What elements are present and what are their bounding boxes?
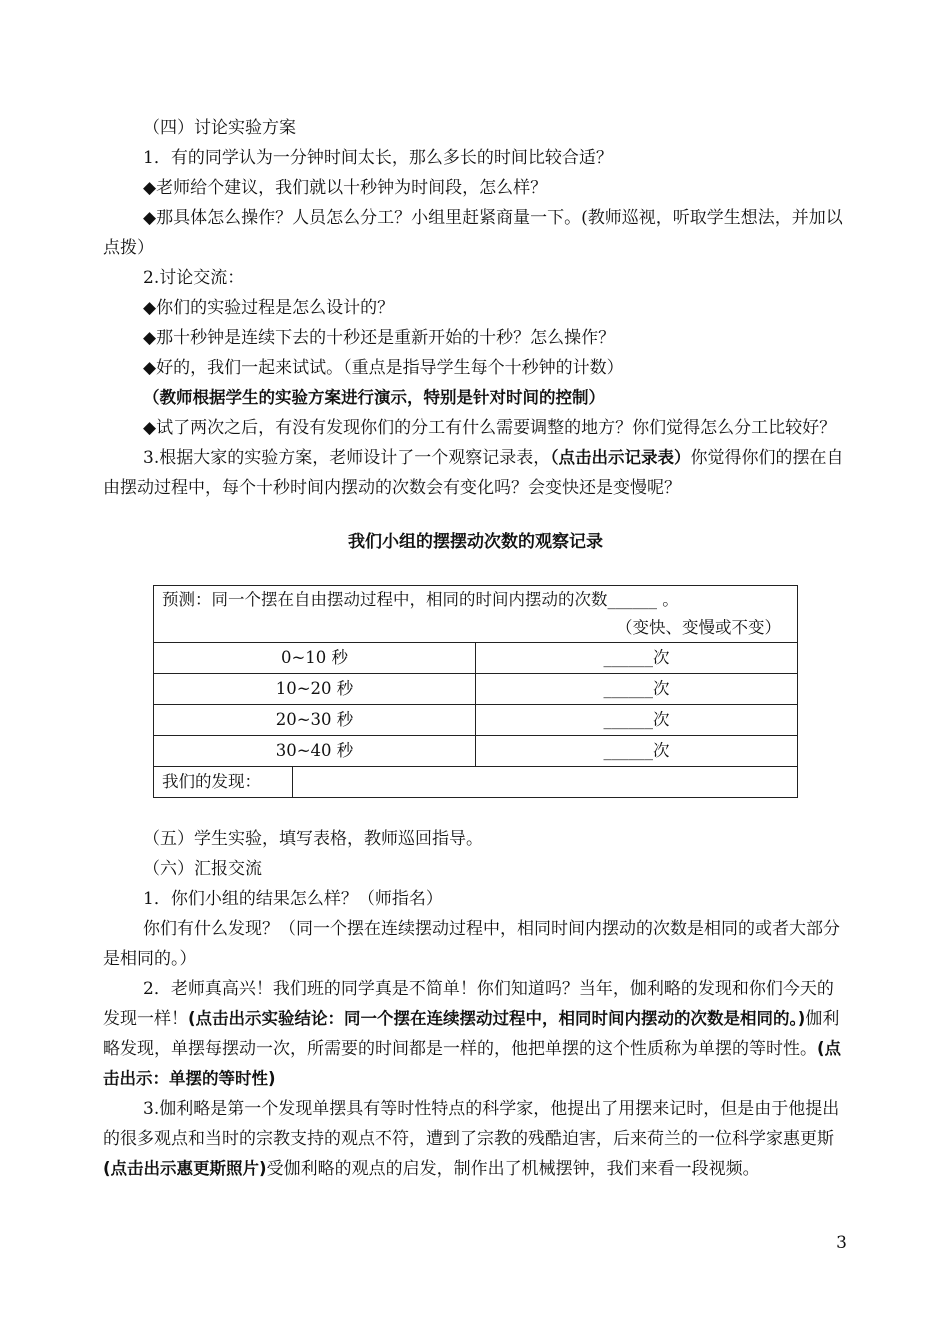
- report-p2: 你们有什么发现？（同一个摆在连续摆动过程中，相同时间内摆动的次数是相同的或者大部分是相同的。）: [103, 919, 840, 969]
- teacher-note: （教师根据学生的实验方案进行演示，特别是针对时间的控制）: [143, 388, 605, 407]
- question-3-text-b: 你觉得你们的摆在自由摆动过程中，每个十秒时间内摆动的次数会有变化吗？会变快还是变慢呢？: [103, 448, 844, 498]
- report-p4-text-b: 受伽利略的观点的启发，制作出了机械摆钟，我们来看一段视频。: [266, 1159, 760, 1179]
- time-label: 10~20 秒: [154, 674, 476, 705]
- prediction-text: 预测：同一个摆在自由摆动过程中，相同的时间内摆动的次数______ 。: [162, 590, 679, 609]
- report-p3-bold-2: (点击出示：单摆的等时性): [103, 1039, 842, 1088]
- section5-title: （五）学生实验，填写表格，教师巡回指导。: [143, 829, 483, 849]
- report-p3: [103, 974, 848, 1094]
- prediction-row: [154, 586, 798, 643]
- table-row: [154, 736, 798, 767]
- bullet-1: ◆老师给个建议，我们就以十秒钟为时间段，怎么样？: [143, 178, 548, 198]
- table-row: [154, 705, 798, 736]
- prediction-hint: （变快、变慢或不变）: [616, 618, 781, 637]
- report-p4: [103, 1094, 848, 1184]
- bullet-6: ◆试了两次之后，有没有发现你们的分工有什么需要调整的地方？你们觉得怎么分工比较好？: [143, 418, 837, 438]
- observation-table: [153, 585, 798, 798]
- bullet-2: ◆那具体怎么操作？人员怎么分工？小组里赶紧商量一下。(教师巡视，听取学生想法，并加以点拨）: [103, 208, 843, 258]
- table-title: 我们小组的摆摆动次数的观察记录: [348, 532, 603, 552]
- prediction-cell: [154, 586, 798, 643]
- question-3-text-a: 3.根据大家的实验方案，老师设计了一个观察记录表，: [143, 448, 551, 468]
- count-value: ______次: [476, 736, 798, 767]
- document-page: [103, 113, 848, 1184]
- section4-title: （四）讨论实验方案: [143, 118, 296, 138]
- count-value: ______次: [476, 674, 798, 705]
- report-p1: 1．你们小组的结果怎么样？（师指名）: [143, 889, 443, 909]
- report-p4-bold: (点击出示惠更斯照片): [103, 1159, 267, 1178]
- time-label: 30~40 秒: [154, 736, 476, 767]
- finding-row: [154, 767, 798, 798]
- finding-label: 我们的发现：: [154, 767, 293, 797]
- bullet-5: ◆好的，我们一起来试试。（重点是指导学生每个十秒钟的计数）: [143, 358, 624, 378]
- page-number: 3: [836, 1233, 847, 1253]
- section6-title: （六）汇报交流: [143, 859, 262, 879]
- report-p3-text-a: 2．老师真高兴！我们班的同学真是不简单！你们知道吗？当年，伽利略的发现和你们今天的发现一样！: [103, 979, 834, 1029]
- report-p3-text-b: 伽利略发现，单摆每摆动一次，所需要的时间都是一样的，他把单摆的这个性质称为单摆的等时性。: [103, 1009, 840, 1059]
- question-3: [103, 443, 848, 503]
- question-2: 2.讨论交流：: [143, 268, 245, 288]
- finding-inner: [154, 767, 797, 797]
- table-row: [154, 674, 798, 705]
- time-label: 0~10 秒: [154, 643, 476, 674]
- bullet-4: ◆那十秒钟是连续下去的十秒还是重新开始的十秒？怎么操作？: [143, 328, 616, 348]
- time-label: 20~30 秒: [154, 705, 476, 736]
- bullet-3: ◆你们的实验过程是怎么设计的？: [143, 298, 395, 318]
- finding-cell: [154, 767, 798, 798]
- count-value: ______次: [476, 643, 798, 674]
- report-p4-text-a: 3.伽利略是第一个发现单摆具有等时性特点的科学家，他提出了用摆来记时，但是由于他提出的很多观点和当时的宗教支持的观点不符，遭到了宗教的残酷迫害，后来荷兰的一位科学家惠更斯: [103, 1099, 840, 1149]
- count-value: ______次: [476, 705, 798, 736]
- table-row: [154, 643, 798, 674]
- section-tail: [103, 824, 848, 1184]
- report-p3-bold-1: (点击出示实验结论：同一个摆在连续摆动过程中，相同时间内摆动的次数是相同的。): [188, 1009, 806, 1028]
- question-1: 1．有的同学认为一分钟时间太长，那么多长的时间比较合适？: [143, 148, 613, 168]
- finding-blank[interactable]: [293, 767, 798, 797]
- question-3-bold: （点击出示记录表）: [550, 448, 691, 467]
